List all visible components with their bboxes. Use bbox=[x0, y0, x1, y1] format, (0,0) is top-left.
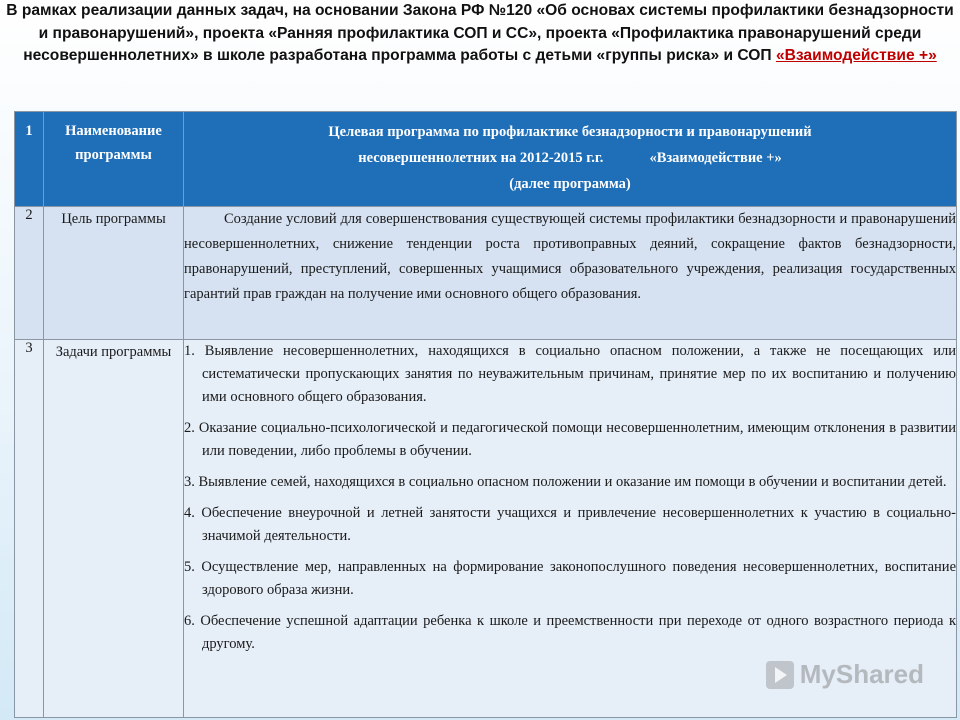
program-title-line2 bbox=[184, 145, 956, 171]
table-row-goal bbox=[15, 207, 957, 340]
program-period: несовершеннолетних на 2012-2015 г.г. bbox=[358, 150, 604, 166]
program-title bbox=[184, 112, 957, 207]
row-number: 2 bbox=[15, 207, 44, 340]
task-item: 5. Осуществление мер, направленных на формирование законопослушного поведения несовершеннолетних, воспитание здорового образа жизни. bbox=[184, 559, 956, 598]
task-item: 1. Выявление несовершеннолетних, находящихся в социально опасном положении, а также не посещающих или систематически пропускающих занятия по неуважительным причинам, принятие мер по их воспитанию и получению ими основного общего образования. bbox=[184, 343, 956, 405]
program-title-line3: (далее программа) bbox=[509, 176, 631, 192]
row-number: 3 bbox=[15, 340, 44, 718]
program-title-line1: Целевая программа по профилактике безнадзорности и правонарушений bbox=[328, 124, 812, 140]
task-item: 4. Обеспечение внеурочной и летней занятости учащихся и привлечение несовершеннолетних к участию в социально-значимой деятельности. bbox=[184, 505, 956, 544]
watermark bbox=[766, 659, 924, 690]
task-item: 2. Оказание социально-психологической и педагогической помощи несовершеннолетним, имеющим отклонения в развитии или поведении, либо проблемы в обучении. bbox=[184, 420, 956, 459]
program-name-label: Наименование программы bbox=[44, 112, 184, 207]
program-code-name: «Взаимодействие +» bbox=[649, 150, 782, 166]
goal-label: Цель программы bbox=[44, 207, 184, 340]
watermark-text: MyShared bbox=[799, 659, 924, 689]
table-header-row bbox=[15, 112, 957, 207]
play-icon bbox=[766, 661, 794, 689]
goal-text: Создание условий для совершенствования существующей системы профилактики безнадзорности и правонарушений несовершеннолетних, снижение тенденции роста противоправных деяний, сокращение фактов безнадзорности, правонарушений, преступлений, совершенных учащимися образовательного учреждения, реализация государственных гарантий прав граждан на получение ими основного общего образования. bbox=[184, 207, 957, 340]
title-highlight: «Взаимодействие +» bbox=[775, 47, 937, 64]
tasks-label: Задачи программы bbox=[44, 340, 184, 718]
slide-title bbox=[0, 0, 960, 104]
task-item: 3. Выявление семей, находящихся в социально опасном положении и оказание им помощи в обучении и воспитании детей. bbox=[184, 474, 947, 490]
task-item: 6. Обеспечение успешной адаптации ребенка к школе и преемственности при переходе от одного возрастного периода к другому. bbox=[184, 613, 956, 652]
program-table bbox=[14, 111, 957, 718]
row-number: 1 bbox=[15, 112, 44, 207]
title-text: В рамках реализации данных задач, на основании Закона РФ №120 «Об основах системы профилактики безнадзорности и правонарушений», проекта «Ранняя профилактика СОП и СС», проекта «Профилактика правонарушений среди несовершеннолетних» в школе разработана программа работы с детьми «группы риска» и СОП bbox=[6, 2, 954, 64]
